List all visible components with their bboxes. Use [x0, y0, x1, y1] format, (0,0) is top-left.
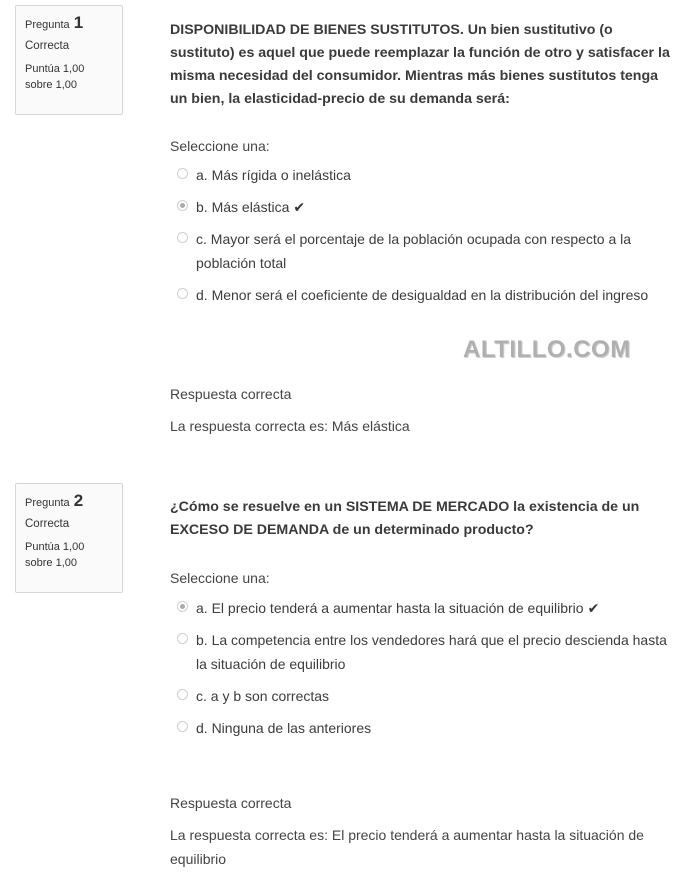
option-d[interactable] — [176, 716, 676, 740]
checkmark-icon: ✔ — [587, 600, 600, 616]
feedback-box — [170, 383, 675, 438]
option-a[interactable] — [176, 163, 676, 187]
question-text: DISPONIBILIDAD DE BIENES SUSTITUTOS. Un bien sustitutivo (o sustituto) es aquel que puede reemplazar la función de otro y satisfacer la misma necesidad del consumidor. Mientras más bienes sustitutos tenga un bien, la elasticidad-precio de su demanda será: — [170, 22, 670, 107]
answer-options — [176, 596, 676, 748]
radio-button-selected[interactable] — [177, 601, 188, 612]
right-answer: La respuesta correcta es: El precio tenderá a aumentar hasta la situación de equilibrio — [170, 827, 644, 867]
feedback-box — [170, 792, 675, 871]
question-number: 2 — [73, 491, 84, 510]
feedback-title: Respuesta correcta — [170, 795, 292, 811]
feedback-title: Respuesta correcta — [170, 386, 292, 402]
option-label: b. La competencia entre los vendedores hará que el precio descienda hasta la situación de equilibrio — [196, 632, 667, 672]
question-number-row — [25, 14, 113, 34]
question-info-box — [15, 483, 123, 593]
question-state: Correcta — [25, 518, 70, 530]
option-d[interactable] — [176, 283, 676, 307]
question-text: ¿Cómo se resuelve en un SISTEMA DE MERCADO la existencia de un EXCESO DE DEMANDA de un determinado producto? — [170, 499, 640, 538]
right-answer: La respuesta correcta es: Más elástica — [170, 418, 410, 434]
option-b[interactable] — [176, 195, 676, 219]
option-label: c. a y b son correctas — [196, 688, 330, 704]
question-info-box — [15, 5, 123, 115]
option-a[interactable] — [176, 596, 676, 620]
question-grade: Puntúa 1,00 sobre 1,00 — [25, 63, 85, 91]
radio-button-selected[interactable] — [177, 200, 188, 211]
option-label: d. Menor será el coeficiente de desigualdad en la distribución del ingreso — [196, 287, 649, 303]
answer-options — [176, 163, 676, 315]
option-label: d. Ninguna de las anteriores — [196, 720, 372, 736]
option-c[interactable] — [176, 227, 676, 275]
question-grade: Puntúa 1,00 sobre 1,00 — [25, 541, 85, 569]
question-state: Correcta — [25, 40, 70, 52]
option-c[interactable] — [176, 684, 676, 708]
answer-prompt: Seleccione una: — [170, 570, 270, 586]
radio-button[interactable] — [177, 232, 188, 243]
question-label: Pregunta — [25, 19, 70, 31]
radio-button[interactable] — [177, 168, 188, 179]
option-label: b. Más elástica — [196, 199, 290, 215]
option-label: a. Más rígida o inelástica — [196, 167, 351, 183]
answer-prompt: Seleccione una: — [170, 138, 270, 154]
option-b[interactable] — [176, 628, 676, 676]
radio-button[interactable] — [177, 288, 188, 299]
checkmark-icon: ✔ — [293, 199, 306, 215]
option-label: a. El precio tenderá a aumentar hasta la situación de equilibrio — [196, 600, 584, 616]
radio-button[interactable] — [177, 689, 188, 700]
question-number: 1 — [73, 13, 84, 32]
watermark: ALTILLO.COM — [463, 336, 631, 363]
option-label: c. Mayor será el porcentaje de la población ocupada con respecto a la población total — [196, 231, 632, 271]
radio-button[interactable] — [177, 633, 188, 644]
question-label: Pregunta — [25, 497, 70, 509]
question-number-row — [25, 492, 113, 512]
radio-button[interactable] — [177, 721, 188, 732]
